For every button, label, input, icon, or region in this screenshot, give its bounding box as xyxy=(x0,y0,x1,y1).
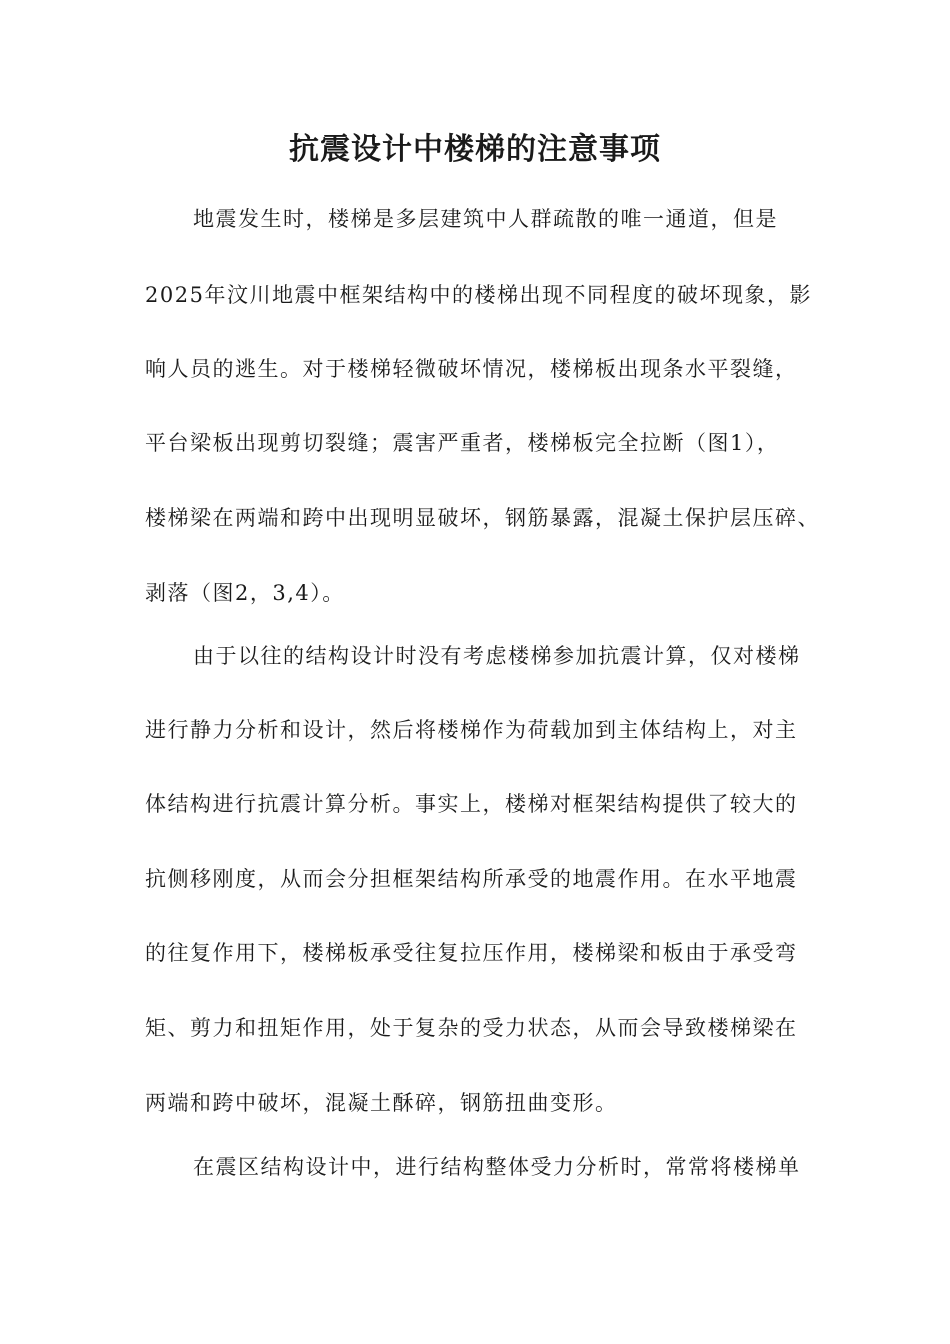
paragraph-line: 抗侧移刚度，从而会分担框架结构所承受的地震作用。在水平地震 xyxy=(145,867,798,891)
paragraph-line: 矩、剪力和扭矩作用，处于复杂的受力状态，从而会导致楼梯梁在 xyxy=(145,1016,798,1040)
paragraph-line: 两端和跨中破坏，混凝土酥碎，钢筋扭曲变形。 xyxy=(145,1091,618,1115)
document-title: 抗震设计中楼梯的注意事项 xyxy=(289,132,661,167)
paragraph-line: 进行静力分析和设计，然后将楼梯作为荷载加到主体结构上，对主 xyxy=(145,718,798,742)
paragraph-line: 楼梯梁在两端和跨中出现明显破坏，钢筋暴露，混凝土保护层压碎、 xyxy=(145,506,820,530)
paragraph-line: 的往复作用下，楼梯板承受往复拉压作用，楼梯梁和板由于承受弯 xyxy=(145,941,798,965)
paragraph-line: 体结构进行抗震计算分析。事实上，楼梯对框架结构提供了较大的 xyxy=(145,792,798,816)
paragraph-line: 由于以往的结构设计时没有考虑楼梯参加抗震计算，仅对楼梯 xyxy=(193,644,801,668)
paragraph-line: 在震区结构设计中，进行结构整体受力分析时，常常将楼梯单 xyxy=(193,1155,801,1179)
paragraph-line: 地震发生时，楼梯是多层建筑中人群疏散的唯一通道，但是 xyxy=(193,207,778,231)
paragraph-line: 剥落（图2，3,4）。 xyxy=(145,581,345,605)
paragraph-line: 平台梁板出现剪切裂缝；震害严重者，楼梯板完全拉断（图1）， xyxy=(145,431,780,455)
paragraph-line: 2025年汶川地震中框架结构中的楼梯出现不同程度的破坏现象，影 xyxy=(145,283,812,307)
paragraph-line: 响人员的逃生。对于楼梯轻微破坏情况，楼梯板出现条水平裂缝， xyxy=(145,357,798,381)
